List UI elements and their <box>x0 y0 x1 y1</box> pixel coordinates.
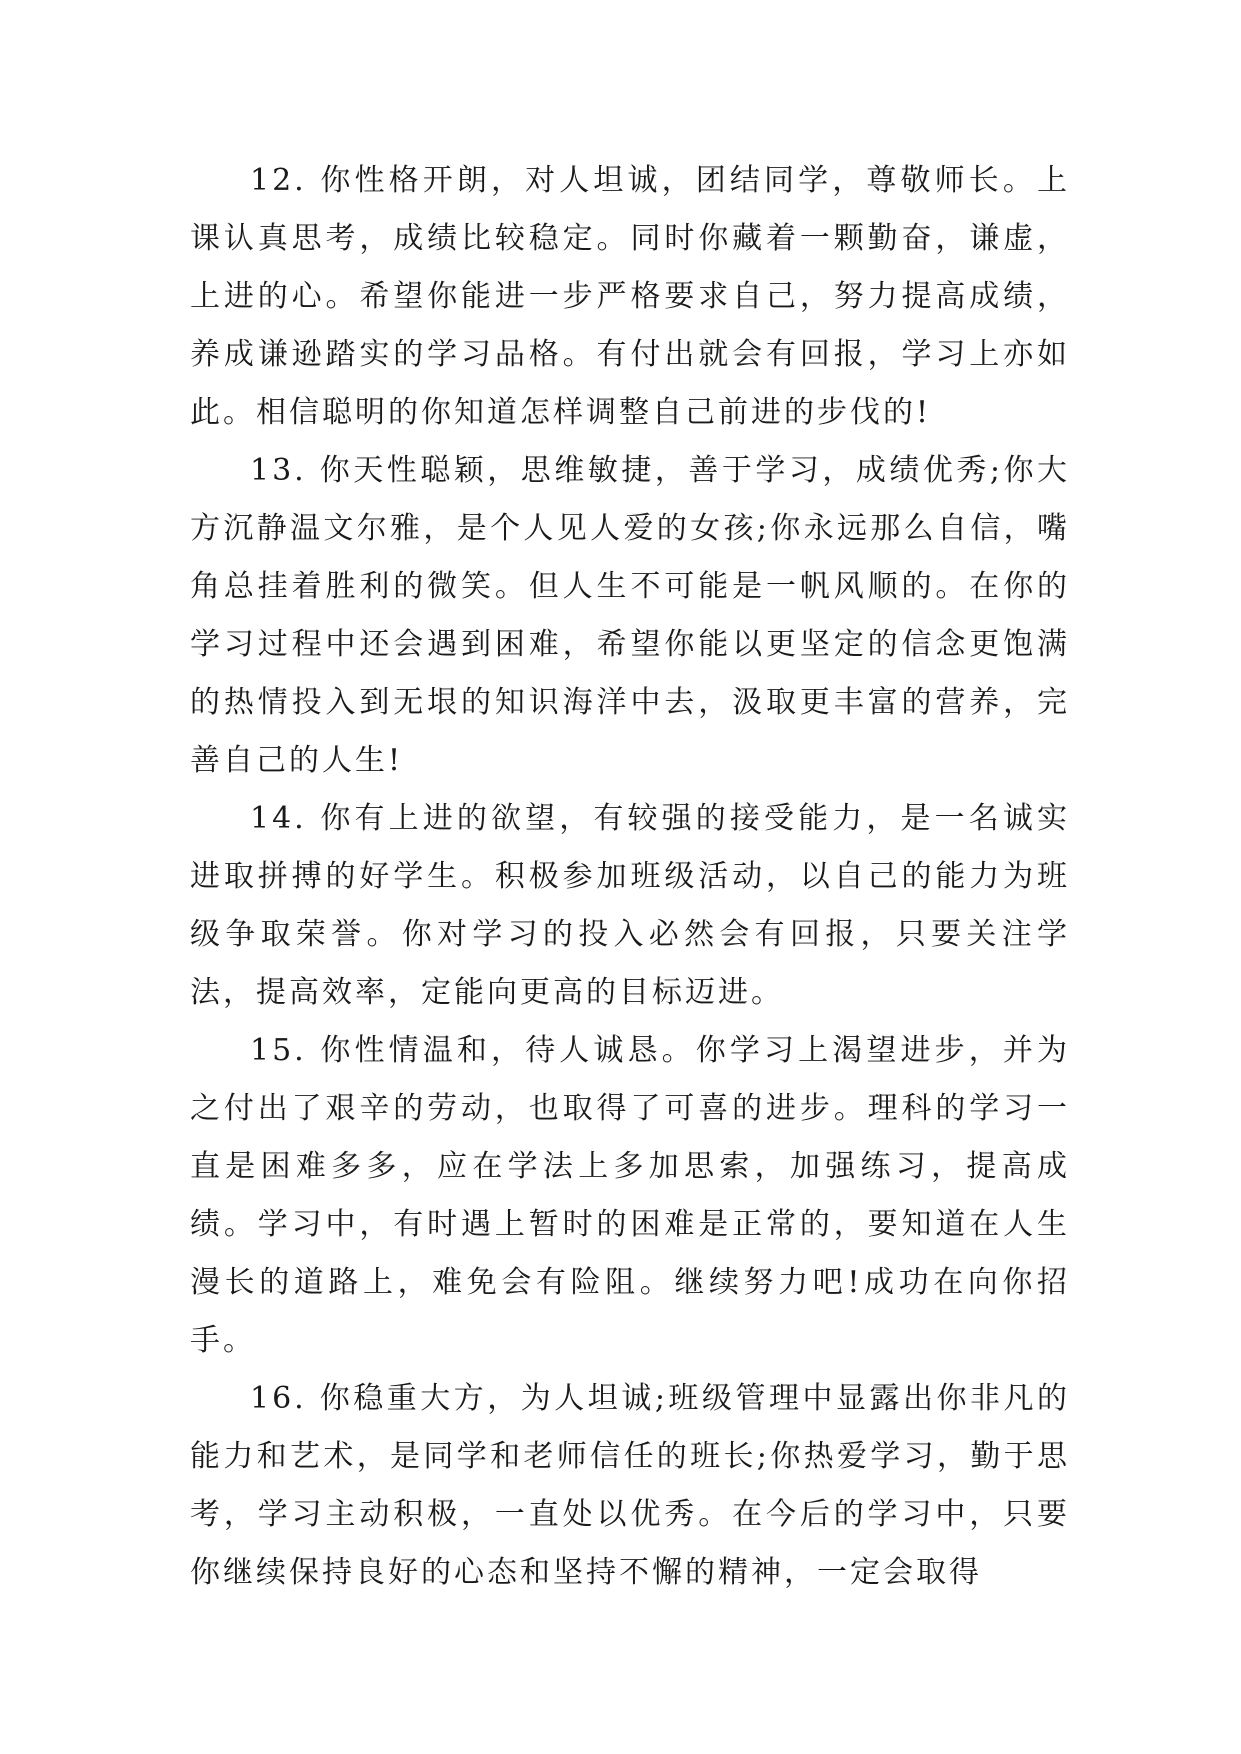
paragraph-15: 15. 你性情温和，待人诚恳。你学习上渴望进步，并为之付出了艰辛的劳动，也取得了可喜的进步。理科的学习一直是困难多多，应在学法上多加思索，加强练习，提高成绩。学习中，有时遇上暂时的困难是正常的，要知道在人生漫长的道路上，难免会有险阻。继续努力吧!成功在向你招手。 <box>190 1033 1070 1358</box>
paragraph-12: 12. 你性格开朗，对人坦诚，团结同学，尊敬师长。上课认真思考，成绩比较稳定。同时你藏着一颗勤奋，谦虚，上进的心。希望你能进一步严格要求自己，努力提高成绩，养成谦逊踏实的学习品格。有付出就会有回报，学习上亦如此。相信聪明的你知道怎样调整自己前进的步伐的! <box>190 163 1070 430</box>
paragraph-16: 16. 你稳重大方，为人坦诚;班级管理中显露出你非凡的能力和艺术，是同学和老师信任的班长;你热爱学习，勤于思考，学习主动积极，一直处以优秀。在今后的学习中，只要你继续保持良好的心态和坚持不懈的精神，一定会取得 <box>190 1381 1070 1590</box>
document-body <box>190 152 1070 1602</box>
paragraph-13: 13. 你天性聪颖，思维敏捷，善于学习，成绩优秀;你大方沉静温文尔雅，是个人见人爱的女孩;你永远那么自信，嘴角总挂着胜利的微笑。但人生不可能是一帆风顺的。在你的学习过程中还会遇到困难，希望你能以更坚定的信念更饱满的热情投入到无垠的知识海洋中去，汲取更丰富的营养，完善自己的人生! <box>190 453 1070 778</box>
paragraph-14: 14. 你有上进的欲望，有较强的接受能力，是一名诚实进取拼搏的好学生。积极参加班级活动，以自己的能力为班级争取荣誉。你对学习的投入必然会有回报，只要关注学法，提高效率，定能向更高的目标迈进。 <box>190 801 1070 1010</box>
